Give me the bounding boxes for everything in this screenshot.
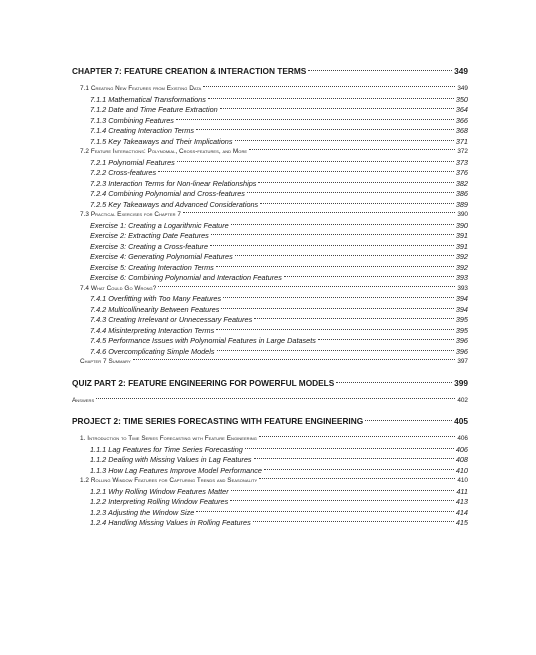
toc-page-number: 414 — [455, 507, 468, 517]
toc-page-number: 376 — [455, 168, 468, 177]
toc-page-number: 395 — [455, 325, 468, 335]
toc-page-number: 368 — [455, 126, 468, 135]
toc-entry-title: 7.2 Feature Interactions: Polynomial, Cross-features, and More — [80, 148, 248, 155]
dot-leader — [260, 203, 454, 204]
toc-entry-title: 1. Introduction to Time Series Forecasting with Feature Engineering — [80, 435, 257, 442]
toc-exercise-3[interactable] — [72, 242, 468, 253]
toc-section-7-4[interactable] — [72, 284, 468, 295]
toc-page-number: 410 — [455, 465, 468, 475]
toc-page-number: 390 — [455, 220, 468, 230]
toc-subsection-7-2-3[interactable] — [72, 179, 468, 190]
toc-page-number: 394 — [455, 304, 468, 314]
toc-quiz-part-2[interactable] — [72, 378, 468, 389]
dot-leader — [247, 192, 454, 193]
toc-page-number: 405 — [454, 416, 468, 426]
toc-entry-title: 7.4.5 Performance Issues with Polynomial Features in Large Datasets — [90, 336, 316, 345]
toc-subsection-1-2-1[interactable] — [72, 487, 468, 498]
toc-entry-title: Chapter 7 Summary — [80, 358, 131, 365]
toc-entry-title: Exercise 4: Generating Polynomial Features — [90, 252, 233, 261]
toc-entry-title: 7.2.3 Interaction Terms for Non-linear Relationships — [90, 178, 257, 188]
toc-entry-title: 7.1.1 Mathematical Transformations — [90, 94, 206, 104]
toc-page-number: 396 — [455, 346, 468, 356]
toc-page-number: 364 — [455, 105, 468, 114]
toc-entry-title: 7.4.6 Overcomplicating Simple Models — [90, 346, 215, 356]
dot-leader — [254, 318, 454, 319]
toc-subsection-7-1-1[interactable] — [72, 95, 468, 106]
dot-leader — [318, 339, 454, 340]
toc-project-section-1-2[interactable] — [72, 476, 468, 487]
toc-page-number: 373 — [455, 157, 468, 167]
toc-exercise-2[interactable] — [72, 231, 468, 242]
toc-page-number: 396 — [455, 336, 468, 345]
toc-page-number: 411 — [456, 486, 468, 496]
toc-subsection-7-1-5[interactable] — [72, 137, 468, 148]
toc-entry-title: 7.2.1 Polynomial Features — [90, 157, 175, 167]
dot-leader — [158, 286, 455, 287]
toc-entry-title: 7.1.3 Combining Features — [90, 115, 174, 125]
dot-leader — [158, 171, 454, 172]
toc-exercise-5[interactable] — [72, 263, 468, 274]
toc-subsection-7-2-4[interactable] — [72, 189, 468, 200]
toc-subsection-7-4-3[interactable] — [72, 315, 468, 326]
toc-subsection-1-1-1[interactable] — [72, 445, 468, 456]
dot-leader — [230, 500, 454, 501]
toc-subsection-7-4-6[interactable] — [72, 347, 468, 358]
toc-project-2[interactable] — [72, 416, 468, 427]
toc-entry-title: 1.2.1 Why Rolling Window Features Matter — [90, 486, 229, 496]
dot-leader — [259, 436, 455, 437]
toc-entry-title: 1.2 Rolling Window Features for Capturing Trends and Seasonality — [80, 477, 258, 484]
toc-page-number: 366 — [455, 115, 468, 125]
toc-entry-title: 7.1 Creating New Features from Existing Data — [80, 85, 202, 92]
toc-page-number: 392 — [455, 252, 468, 261]
dot-leader — [308, 70, 452, 71]
toc-section-7-1[interactable] — [72, 84, 468, 95]
toc-chapter-7[interactable] — [72, 66, 468, 77]
toc-entry-title: 7.4.3 Creating Irrelevant or Unnecessary Features — [90, 315, 253, 324]
toc-entry-title: 7.4.2 Multicollinearity Between Features — [90, 304, 220, 314]
toc-page-number: 372 — [457, 148, 468, 155]
toc-entry-title: 1.2.4 Handling Missing Values in Rolling Features — [90, 518, 251, 527]
dot-leader — [253, 521, 454, 522]
toc-entry-title: 7.1.4 Creating Interaction Terms — [90, 126, 194, 135]
table-of-contents — [72, 66, 468, 529]
dot-leader — [284, 276, 454, 277]
toc-page-number: 394 — [455, 294, 468, 303]
dot-leader — [258, 182, 453, 183]
toc-page-number: 382 — [455, 178, 468, 188]
dot-leader — [183, 212, 455, 213]
toc-page-number: 371 — [455, 136, 468, 146]
toc-page-number: 415 — [455, 518, 468, 527]
dot-leader — [221, 308, 453, 309]
dot-leader — [235, 140, 454, 141]
toc-page-number: 391 — [455, 241, 468, 251]
toc-entry-title: 7.4.4 Misinterpreting Interaction Terms — [90, 325, 215, 335]
toc-page-number: 392 — [455, 262, 468, 272]
dot-leader — [196, 129, 454, 130]
toc-exercise-1[interactable] — [72, 221, 468, 232]
dot-leader — [223, 297, 454, 298]
toc-entry-title: 7.1.2 Date and Time Feature Extraction — [90, 105, 218, 114]
dot-leader — [264, 469, 454, 470]
dot-leader — [231, 490, 455, 491]
toc-page-number: 410 — [457, 477, 468, 484]
toc-entry-title: 7.2.5 Key Takeaways and Advanced Considerations — [90, 199, 259, 209]
toc-subsection-7-2-1[interactable] — [72, 158, 468, 169]
toc-subsection-1-2-3[interactable] — [72, 508, 468, 519]
dot-leader — [365, 420, 452, 421]
toc-subsection-1-2-2[interactable] — [72, 497, 468, 508]
toc-page-number: 395 — [455, 315, 468, 324]
dot-leader — [217, 350, 454, 351]
toc-entry-title: 1.1.2 Dealing with Missing Values in Lag Features — [90, 455, 252, 464]
toc-entry-title: Exercise 5: Creating Interaction Terms — [90, 262, 214, 272]
toc-entry-title: Exercise 6: Combining Polynomial and Interaction Features — [90, 273, 282, 282]
dot-leader — [235, 255, 454, 256]
toc-page-number: 393 — [455, 273, 468, 282]
dot-leader — [96, 398, 455, 399]
dot-leader — [336, 382, 452, 383]
toc-section-7-2[interactable] — [72, 147, 468, 158]
toc-subsection-1-1-3[interactable] — [72, 466, 468, 477]
toc-page-number: 408 — [455, 455, 468, 464]
dot-leader — [211, 234, 454, 235]
dot-leader — [176, 119, 454, 120]
toc-entry-title: 1.1.1 Lag Features for Time Series Forecasting — [90, 444, 243, 454]
toc-page-number: 389 — [455, 199, 468, 209]
toc-page-number: 349 — [454, 66, 468, 76]
toc-entry-title: 7.4 What Could Go Wrong? — [80, 284, 157, 292]
toc-entry-title: Exercise 2: Extracting Date Features — [90, 231, 209, 240]
dot-leader — [208, 98, 454, 99]
dot-leader — [216, 266, 454, 267]
dot-leader — [259, 478, 455, 479]
toc-exercise-6[interactable] — [72, 273, 468, 284]
toc-subsection-7-4-1[interactable] — [72, 294, 468, 305]
toc-page-number: 402 — [457, 396, 468, 404]
toc-page-number: 393 — [457, 284, 468, 292]
dot-leader — [254, 458, 454, 459]
toc-subsection-1-1-2[interactable] — [72, 455, 468, 466]
toc-entry-title: 7.4.1 Overfitting with Too Many Features — [90, 294, 222, 303]
toc-subsection-7-1-3[interactable] — [72, 116, 468, 127]
toc-subsection-7-2-2[interactable] — [72, 168, 468, 179]
toc-page-number: 406 — [457, 435, 468, 442]
toc-project-section-1[interactable] — [72, 434, 468, 445]
toc-entry-title: Exercise 3: Creating a Cross-feature — [90, 241, 209, 251]
dot-leader — [196, 511, 454, 512]
dot-leader — [203, 86, 455, 87]
toc-entry-title: CHAPTER 7: FEATURE CREATION & INTERACTION TERMS — [72, 66, 307, 76]
toc-subsection-7-1-4[interactable] — [72, 126, 468, 137]
toc-entry-title: 7.3 Practical Exercises for Chapter 7 — [80, 211, 181, 218]
toc-page-number: 349 — [457, 85, 468, 92]
toc-page-number: 399 — [454, 377, 468, 388]
toc-entry-title: 7.2.2 Cross-features — [90, 168, 157, 177]
toc-subsection-7-4-2[interactable] — [72, 305, 468, 316]
toc-subsection-7-4-5[interactable] — [72, 336, 468, 347]
toc-subsection-7-2-5[interactable] — [72, 200, 468, 211]
toc-exercise-4[interactable] — [72, 252, 468, 263]
toc-section-7-3[interactable] — [72, 210, 468, 221]
toc-page-number: 406 — [455, 444, 468, 454]
dot-leader — [177, 161, 454, 162]
dot-leader — [216, 329, 454, 330]
dot-leader — [249, 149, 455, 150]
toc-subsection-7-1-2[interactable] — [72, 105, 468, 116]
dot-leader — [220, 108, 454, 109]
dot-leader — [210, 245, 454, 246]
toc-entry-title: 1.2.2 Interpreting Rolling Window Features — [90, 497, 229, 506]
toc-page-number: 391 — [455, 231, 468, 240]
toc-entry-title: Answers — [72, 396, 95, 404]
toc-chapter-7-summary[interactable] — [72, 357, 468, 368]
toc-entry-title: QUIZ PART 2: FEATURE ENGINEERING FOR POWERFUL MODELS — [72, 377, 335, 388]
toc-entry-title: 7.1.5 Key Takeaways and Their Implications — [90, 136, 233, 146]
toc-entry-title: 1.1.3 How Lag Features Improve Model Performance — [90, 465, 262, 475]
dot-leader — [245, 448, 454, 449]
toc-page-number: 386 — [455, 189, 468, 198]
toc-entry-title: 7.2.4 Combining Polynomial and Cross-features — [90, 189, 245, 198]
toc-subsection-1-2-4[interactable] — [72, 518, 468, 529]
toc-page-number: 350 — [455, 94, 468, 104]
toc-page-number: 390 — [457, 211, 468, 218]
toc-page-number: 413 — [455, 497, 468, 506]
toc-page-number: 397 — [457, 358, 468, 365]
toc-subsection-7-4-4[interactable] — [72, 326, 468, 337]
dot-leader — [133, 359, 456, 360]
toc-entry-title: Exercise 1: Creating a Logarithmic Feature — [90, 220, 229, 230]
toc-entry-title: 1.2.3 Adjusting the Window Size — [90, 507, 195, 517]
toc-entry-title: PROJECT 2: TIME SERIES FORECASTING WITH FEATURE ENGINEERING — [72, 416, 364, 426]
toc-answers[interactable] — [72, 396, 468, 407]
dot-leader — [231, 224, 454, 225]
